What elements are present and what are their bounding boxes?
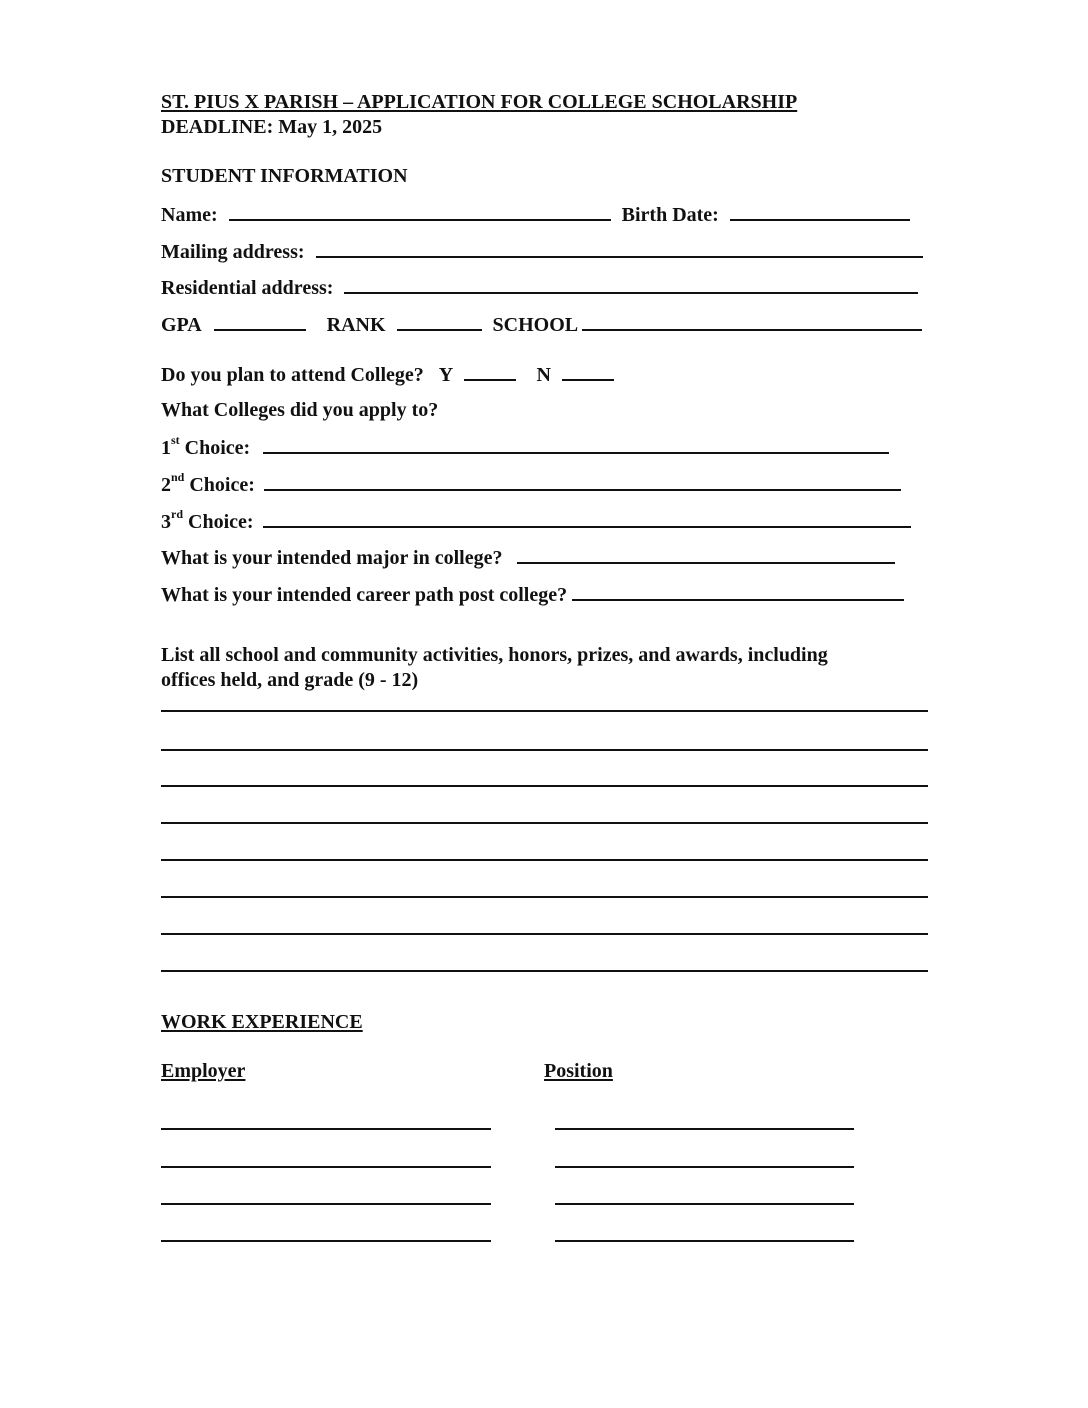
activities-line[interactable] xyxy=(161,785,928,787)
school-field[interactable] xyxy=(582,313,922,331)
activities-line[interactable] xyxy=(161,749,928,751)
position-field[interactable] xyxy=(555,1203,854,1205)
rank-label: RANK xyxy=(326,314,386,336)
mailing-address-field[interactable] xyxy=(316,240,923,258)
position-column-header: Position xyxy=(544,1060,613,1082)
residential-address-field[interactable] xyxy=(344,276,918,294)
activities-line[interactable] xyxy=(161,896,928,898)
name-label: Name: xyxy=(161,204,218,226)
employer-field[interactable] xyxy=(161,1240,491,1242)
third-choice-row xyxy=(161,507,911,533)
major-row xyxy=(161,546,895,568)
activities-prompt-line1: List all school and community activities, honors, prizes, and awards, including xyxy=(161,644,828,666)
form-title: ST. PIUS X PARISH – APPLICATION FOR COLLEGE SCHOLARSHIP xyxy=(161,91,798,113)
work-experience-heading: WORK EXPERIENCE xyxy=(161,1011,363,1033)
deadline-text: DEADLINE: May 1, 2025 xyxy=(161,116,383,138)
name-field[interactable] xyxy=(229,203,611,221)
birth-date-label: Birth Date: xyxy=(621,204,719,226)
colleges-applied-question: What Colleges did you apply to? xyxy=(161,399,439,421)
gpa-label: GPA xyxy=(161,314,201,336)
position-field[interactable] xyxy=(555,1240,854,1242)
first-choice-field[interactable] xyxy=(263,436,889,454)
activities-line[interactable] xyxy=(161,933,928,935)
first-choice-number: 1 xyxy=(161,437,171,459)
employer-field[interactable] xyxy=(161,1128,491,1130)
employer-column-header: Employer xyxy=(161,1060,246,1082)
third-choice-suffix: rd xyxy=(171,507,183,521)
employer-field[interactable] xyxy=(161,1203,491,1205)
second-choice-suffix: nd xyxy=(171,470,185,484)
position-field[interactable] xyxy=(555,1166,854,1168)
name-row xyxy=(161,203,910,225)
major-question: What is your intended major in college? xyxy=(161,547,503,569)
no-label: N xyxy=(536,364,551,386)
gpa-rank-school-row xyxy=(161,313,922,335)
position-field[interactable] xyxy=(555,1128,854,1130)
yes-field[interactable] xyxy=(464,363,516,381)
mailing-row xyxy=(161,240,923,262)
activities-line[interactable] xyxy=(161,822,928,824)
attend-college-row xyxy=(161,363,614,385)
activities-line[interactable] xyxy=(161,859,928,861)
first-choice-label: Choice: xyxy=(184,437,251,459)
major-field[interactable] xyxy=(517,546,895,564)
student-info-heading: STUDENT INFORMATION xyxy=(161,165,408,187)
birth-date-field[interactable] xyxy=(730,203,910,221)
second-choice-label: Choice: xyxy=(189,474,255,496)
second-choice-row xyxy=(161,470,901,496)
residential-row xyxy=(161,276,918,298)
second-choice-number: 2 xyxy=(161,474,171,496)
third-choice-label: Choice: xyxy=(188,511,254,533)
career-question: What is your intended career path post college? xyxy=(161,584,568,606)
second-choice-field[interactable] xyxy=(264,473,901,491)
third-choice-number: 3 xyxy=(161,511,171,533)
yes-label: Y xyxy=(438,364,453,386)
activities-prompt-line2: offices held, and grade (9 - 12) xyxy=(161,669,419,691)
rank-field[interactable] xyxy=(397,313,482,331)
residential-address-label: Residential address: xyxy=(161,277,334,299)
first-choice-suffix: st xyxy=(171,433,180,447)
activities-line[interactable] xyxy=(161,970,928,972)
third-choice-field[interactable] xyxy=(263,510,911,528)
career-field[interactable] xyxy=(572,583,904,601)
school-label: SCHOOL xyxy=(492,314,578,336)
no-field[interactable] xyxy=(562,363,614,381)
attend-college-question: Do you plan to attend College? xyxy=(161,364,424,386)
gpa-field[interactable] xyxy=(214,313,306,331)
employer-field[interactable] xyxy=(161,1166,491,1168)
activities-line[interactable] xyxy=(161,710,928,712)
career-row xyxy=(161,583,904,605)
first-choice-row xyxy=(161,433,889,459)
mailing-address-label: Mailing address: xyxy=(161,241,305,263)
